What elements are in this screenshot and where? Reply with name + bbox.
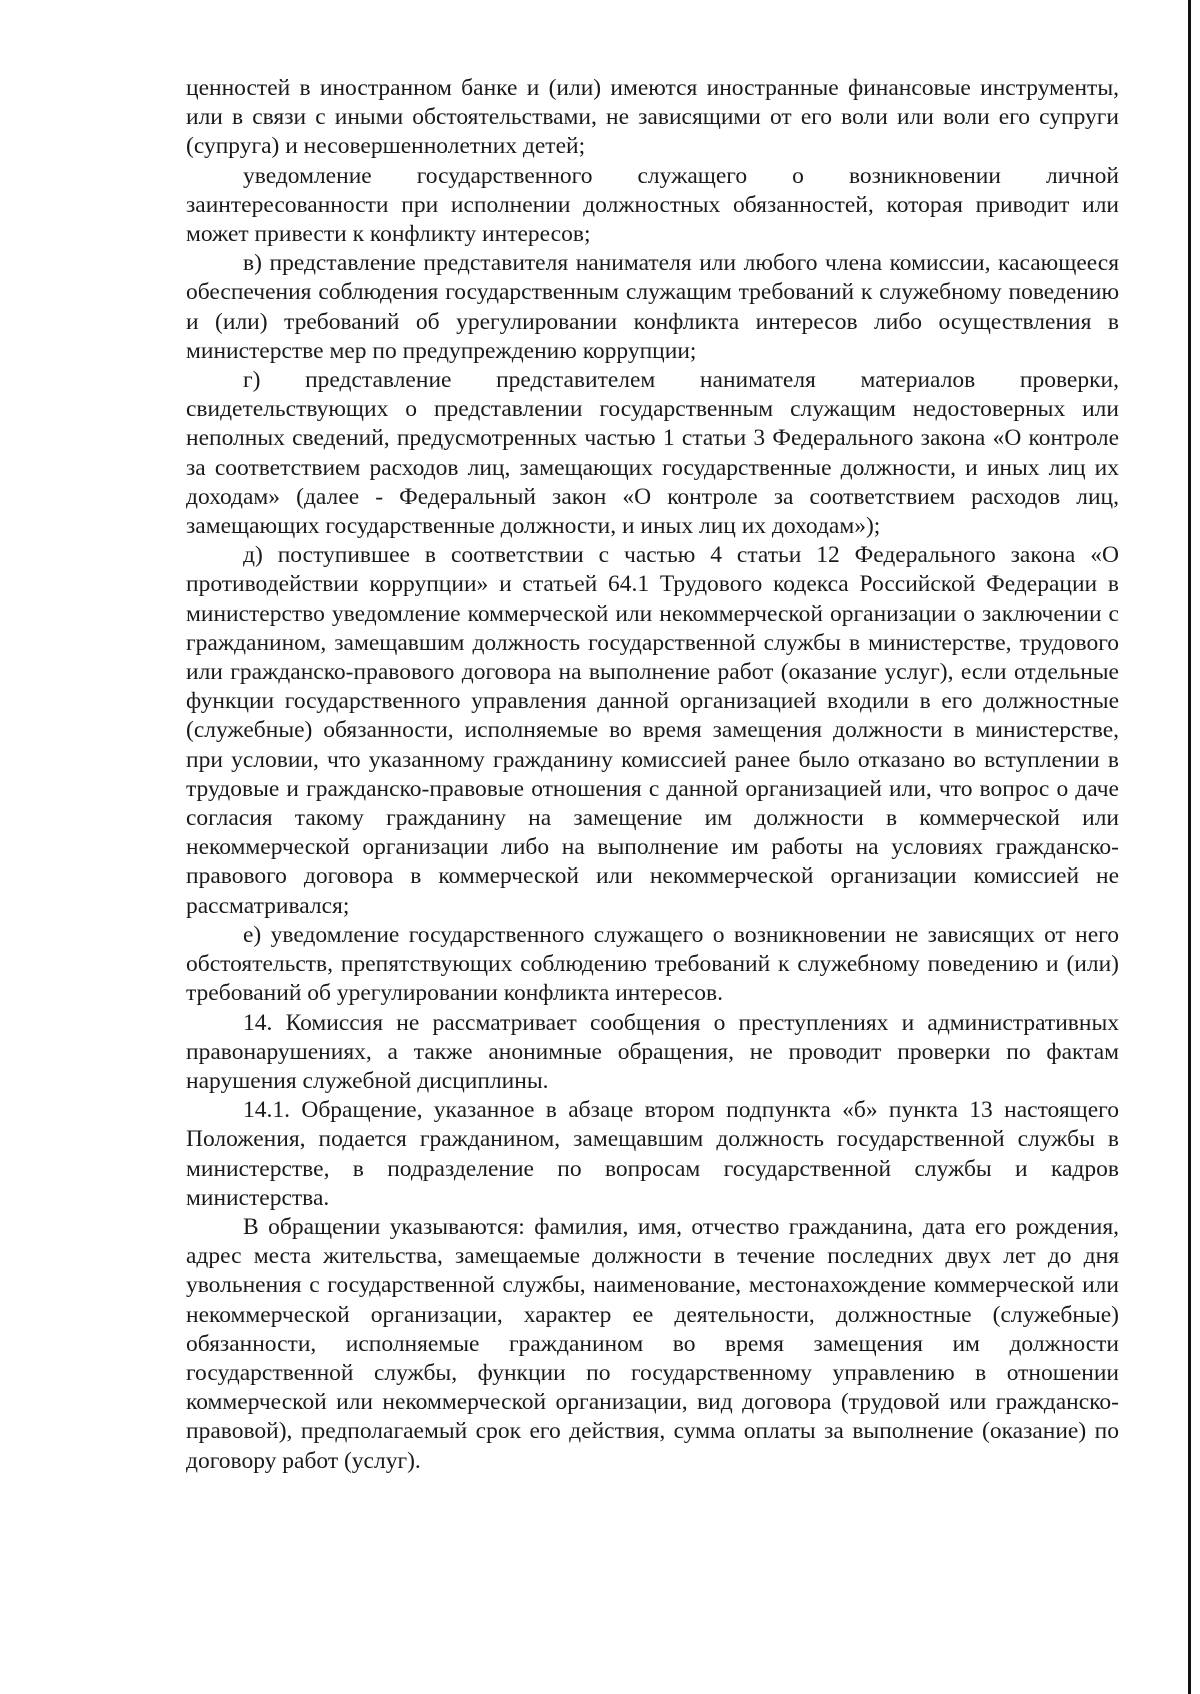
paragraph-section-14-1: 14.1. Обращение, указанное в абзаце втором подпункта «б» пункта 13 настоящего Положения, подается гражданином, замещавшим должность государственной службы в министерстве, в подразделение по вопросам государственной службы и кадров министерства. xyxy=(186,1097,1119,1211)
paragraph-item-e: е) уведомление государственного служащего о возникновении не зависящих от него обстоятельств, препятствующих соблюдению требований к служебному поведению и (или) требований об урегулировании конфликта интересов. xyxy=(186,921,1119,1007)
paragraph-item-v: в) представление представителя нанимателя или любого члена комиссии, касающееся обеспечения соблюдения государственным служащим требований к служебному поведению и (или) требований об урегулировании конфликта интересов либо осуществления в министерстве мер по предупреждению коррупции; xyxy=(186,250,1119,364)
paragraph-item-g: г) представление представителем нанимателя материалов проверки, свидетельствующих о представлении государственным служащим недостоверных или неполных сведений, предусмотренных частью 1 статьи 3 Федерального закона «О контроле за соответствием расходов лиц, замещающих государственные должности, и иных лиц их доходам» (далее - Федеральный закон «О контроле за соответствием расходов лиц, замещающих государственные должности, и иных лиц их доходам»); xyxy=(186,367,1119,540)
paragraph-item-d: д) поступившее в соответствии с частью 4 статьи 12 Федерального закона «О противодействии коррупции» и статьей 64.1 Трудового кодекса Российской Федерации в министерство уведомление коммерческой или некоммерческой организации о заключении с гражданином, замещавшим должность государственной службы в министерстве, трудового или гражданско-правового договора на выполнение работ (оказание услуг), если отдельные функции государственного управления данной организацией входили в его должностные (служебные) обязанности, исполняемые во время замещения должности в министерстве, при условии, что указанному гражданину комиссией ранее было отказано во вступлении в трудовые и гражданско-правовые отношения с данной организацией или, что вопрос о даче согласия такому гражданину на замещение им должности в коммерческой или некоммерческой организации либо на выполнение им работы на условиях гражданско-правового договора в коммерческой или некоммерческой организации комиссией не рассматривался; xyxy=(186,542,1119,919)
paragraph-section-14: 14. Комиссия не рассматривает сообщения о преступлениях и административных правонарушениях, а также анонимные обращения, не проводит проверки по фактам нарушения служебной дисциплины. xyxy=(186,1009,1119,1094)
paragraph-notice-conflict-of-interest: уведомление государственного служащего о возникновении личной заинтересованности при исполнении должностных обязанностей, которая приводит или может привести к конфликту интересов; xyxy=(186,162,1119,248)
paragraph-appeal-contents: В обращении указываются: фамилия, имя, отчество гражданина, дата его рождения, адрес места жительства, замещаемые должности в течение последних двух лет до дня увольнения с государственной службы, наименование, местонахождение коммерческой или некоммерческой организации, характер ее деятельности, должностные (служебные) обязанности, исполняемые гражданином во время замещения им должности государственной службы, функции по государственному управлению в отношении коммерческой или некоммерческой организации, вид договора (трудовой или гражданско-правовой), предполагаемый срок его действия, сумма оплаты за выполнение (оказание) по договору работ (услуг). xyxy=(186,1213,1119,1474)
document-body xyxy=(186,74,1119,1476)
paragraph-continuation: ценностей в иностранном банке и (или) имеются иностранные финансовые инструменты, или в связи с иными обстоятельствами, не зависящими от его воли или воли его супруги (супруга) и несовершеннолетних детей; xyxy=(186,75,1119,160)
scan-edge-line xyxy=(1188,0,1191,1694)
